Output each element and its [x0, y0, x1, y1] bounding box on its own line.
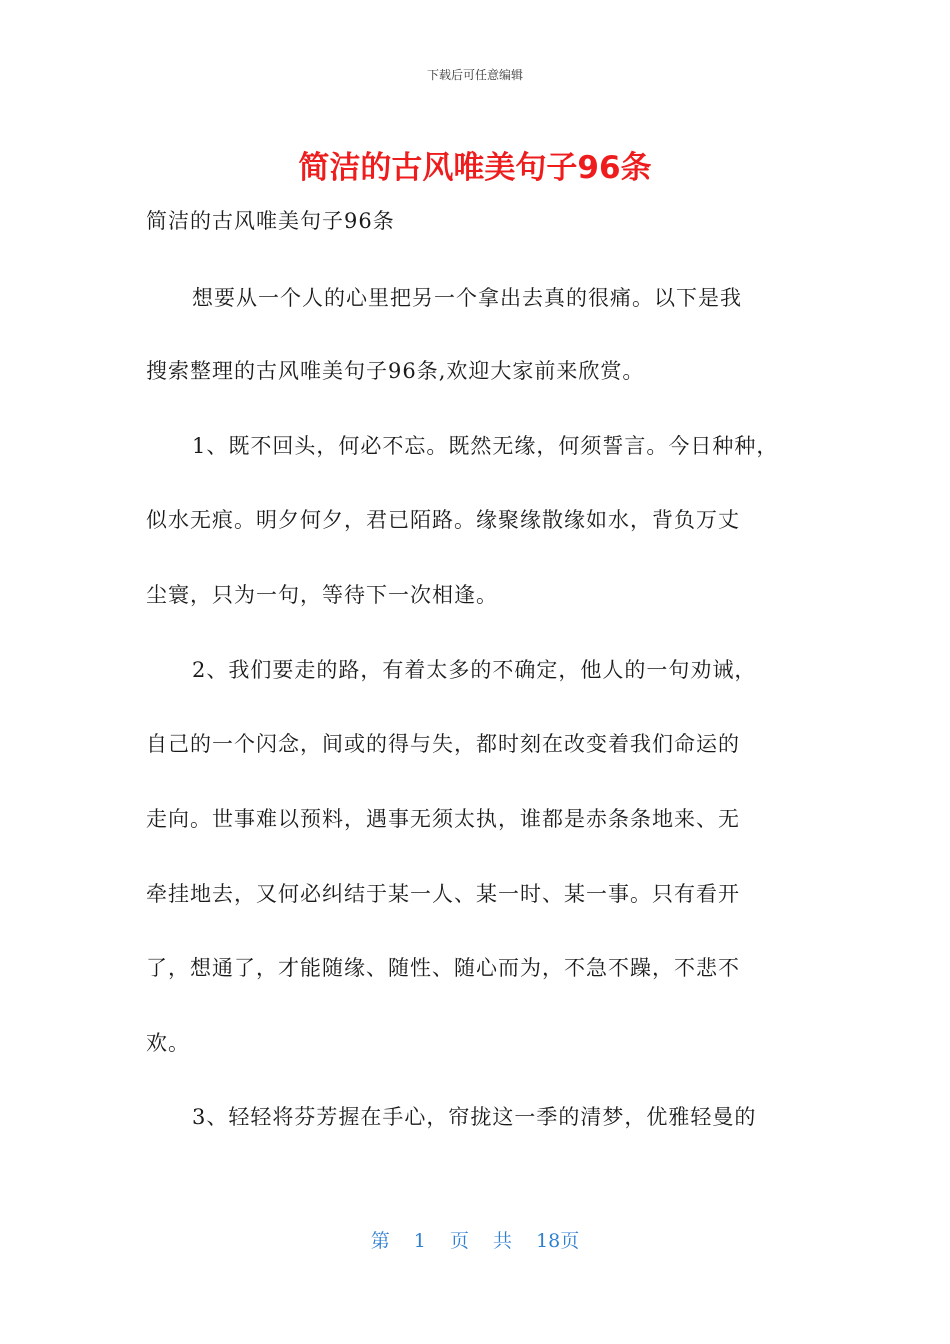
paragraph-line: 3、轻轻将芬芳握在手心，帘拢这一季的清梦，优雅轻曼的	[192, 1105, 757, 1129]
page-header-note: 下载后可任意编辑	[426, 68, 523, 82]
paragraph-line: 1、既不回头，何必不忘。既然无缘，何须誓言。今日种种，	[192, 434, 779, 458]
paragraph-line: 搜索整理的古风唯美句子96条,欢迎大家前来欣赏。	[146, 359, 645, 383]
footer-page-number: 1	[413, 1230, 426, 1252]
page-footer	[0, 1226, 950, 1253]
paragraph-line: 尘寰，只为一句，等待下一次相逢。	[146, 583, 498, 607]
footer-di: 第	[370, 1230, 390, 1252]
paragraph-line: 想要从一个人的心里把另一个拿出去真的很痛。以下是我	[192, 286, 742, 310]
paragraph-line: 牵挂地去，又何必纠结于某一人、某一时、某一事。只有看开	[146, 882, 740, 906]
paragraph-line: 了，想通了，才能随缘、随性、随心而为，不急不躁，不悲不	[146, 956, 740, 980]
paragraph-line: 自己的一个闪念，间或的得与失，都时刻在改变着我们命运的	[146, 732, 740, 756]
footer-total-pages: 18页	[536, 1230, 580, 1252]
footer-ye: 页	[449, 1230, 469, 1252]
paragraph-line: 走向。世事难以预料，遇事无须太执，谁都是赤条条地来、无	[146, 807, 740, 831]
paragraph-line: 欢。	[146, 1031, 190, 1055]
paragraph-line: 2、我们要走的路，有着太多的不确定，他人的一句劝诫，	[192, 658, 757, 682]
subtitle-line: 简洁的古风唯美句子96条	[146, 209, 395, 233]
paragraph-line: 似水无痕。明夕何夕，君已陌路。缘聚缘散缘如水，背负万丈	[146, 508, 740, 532]
document-title: 简洁的古风唯美句子96条	[298, 150, 652, 186]
footer-gong: 共	[493, 1230, 513, 1252]
